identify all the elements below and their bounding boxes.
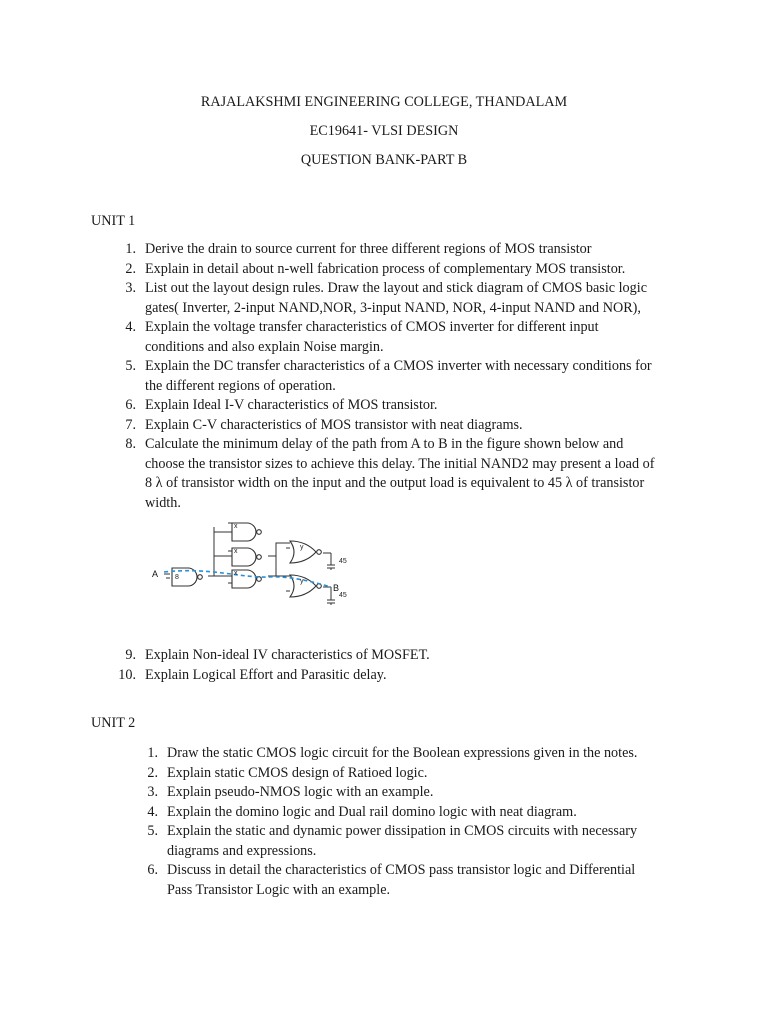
logic-circuit-diagram xyxy=(150,515,365,615)
question-number: 9. xyxy=(125,647,136,663)
question-text-line: width. xyxy=(145,494,181,511)
question-item xyxy=(100,240,700,260)
question-item xyxy=(100,318,700,357)
question-number: 4. xyxy=(147,803,158,820)
load-bottom-label: 45 xyxy=(339,592,347,599)
question-number: 3. xyxy=(125,280,136,296)
output-b-label: B xyxy=(333,583,340,593)
question-item xyxy=(122,744,712,764)
question-number: 3. xyxy=(147,784,158,800)
question-number: 5. xyxy=(147,823,158,839)
question-text-line: List out the layout design rules. Draw the layout and stick diagram of CMOS basic logic xyxy=(145,280,647,296)
question-item xyxy=(100,260,700,280)
question-text-line: Calculate the minimum delay of the path from A to B in the figure shown below and xyxy=(145,436,624,452)
question-number: 6. xyxy=(125,397,136,413)
gate-label-y2: y xyxy=(300,578,304,585)
question-text-line: 8 λ of transistor width on the input and the output load is equivalent to 45 λ of transistor xyxy=(145,475,645,491)
first-gate-size-label: 8 xyxy=(175,574,179,581)
question-number: 6. xyxy=(147,862,158,878)
question-text-line: Explain pseudo-NMOS logic with an example. xyxy=(167,784,434,800)
gate-label-y1: y xyxy=(300,544,304,551)
question-bank-title: QUESTION BANK-PART B xyxy=(300,152,468,168)
question-text-line: Explain the voltage transfer characteristics of CMOS inverter for different input xyxy=(145,319,599,335)
question-number: 5. xyxy=(125,358,136,374)
question-item xyxy=(100,396,700,416)
question-text-line: diagrams and expressions. xyxy=(167,842,317,859)
question-item xyxy=(122,822,712,861)
question-text-line: Explain C-V characteristics of MOS transistor with neat diagrams. xyxy=(145,416,523,433)
gate-label-x2: x xyxy=(234,548,238,555)
question-text-line: Draw the static CMOS logic circuit for the Boolean expressions given in the notes. xyxy=(167,745,638,761)
question-number: 2. xyxy=(125,260,136,277)
question-text-line: choose the transistor sizes to achieve this delay. The initial NAND2 may present a load of xyxy=(145,455,655,472)
question-text-line: Derive the drain to source current for three different regions of MOS transistor xyxy=(145,241,592,257)
unit1-question-list-continued xyxy=(100,646,700,685)
unit1-question-list xyxy=(100,240,700,513)
question-item xyxy=(100,279,700,318)
college-title: RAJALAKSHMI ENGINEERING COLLEGE, THANDALAM xyxy=(200,94,568,110)
unit1-heading: UNIT 1 xyxy=(91,213,136,229)
question-item xyxy=(100,666,700,686)
question-text-line: Explain the static and dynamic power dissipation in CMOS circuits with necessary xyxy=(167,823,638,839)
question-item xyxy=(122,783,712,803)
question-text-line: gates( Inverter, 2-input NAND,NOR, 3-input NAND, NOR, 4-input NAND and NOR), xyxy=(145,299,641,316)
unit2-heading: UNIT 2 xyxy=(91,715,136,731)
question-item xyxy=(122,764,712,784)
inversion-bubble xyxy=(198,575,203,580)
question-number: 10. xyxy=(118,666,136,683)
question-text-line: Explain Ideal I-V characteristics of MOS transistor. xyxy=(145,397,438,413)
question-number: 8. xyxy=(125,436,136,452)
gate-label-x3: x xyxy=(234,570,238,577)
question-text-line: Explain Logical Effort and Parasitic delay. xyxy=(145,666,387,683)
unit2-question-list xyxy=(122,744,712,900)
question-text-line: Explain Non-ideal IV characteristics of MOSFET. xyxy=(145,647,430,663)
question-text-line: Explain the domino logic and Dual rail domino logic with neat diagram. xyxy=(167,803,577,820)
gate-label-x1: x xyxy=(234,523,238,530)
logic-path-figure xyxy=(150,515,365,615)
question-number: 1. xyxy=(147,745,158,761)
question-number: 7. xyxy=(125,416,136,433)
question-text-line: conditions and also explain Noise margin. xyxy=(145,338,384,355)
question-number: 4. xyxy=(125,319,136,335)
input-a-label: A xyxy=(152,569,159,579)
question-item xyxy=(100,646,700,666)
question-item xyxy=(100,435,700,513)
question-item xyxy=(122,803,712,823)
question-item xyxy=(100,416,700,436)
question-item xyxy=(122,861,712,900)
question-text-line: Explain in detail about n-well fabrication process of complementary MOS transistor. xyxy=(145,260,626,277)
question-text-line: the different regions of operation. xyxy=(145,377,336,394)
question-text-line: Pass Transistor Logic with an example. xyxy=(167,881,391,898)
question-text-line: Explain static CMOS design of Ratioed logic. xyxy=(167,764,428,781)
course-title: EC19641- VLSI DESIGN xyxy=(309,123,459,139)
question-text-line: Discuss in detail the characteristics of CMOS pass transistor logic and Differential xyxy=(167,862,636,878)
question-text-line: Explain the DC transfer characteristics of a CMOS inverter with necessary conditions for xyxy=(145,358,652,374)
question-item xyxy=(100,357,700,396)
question-number: 1. xyxy=(125,241,136,257)
logic-gates xyxy=(172,523,321,597)
question-number: 2. xyxy=(147,764,158,781)
load-top-label: 45 xyxy=(339,558,347,565)
